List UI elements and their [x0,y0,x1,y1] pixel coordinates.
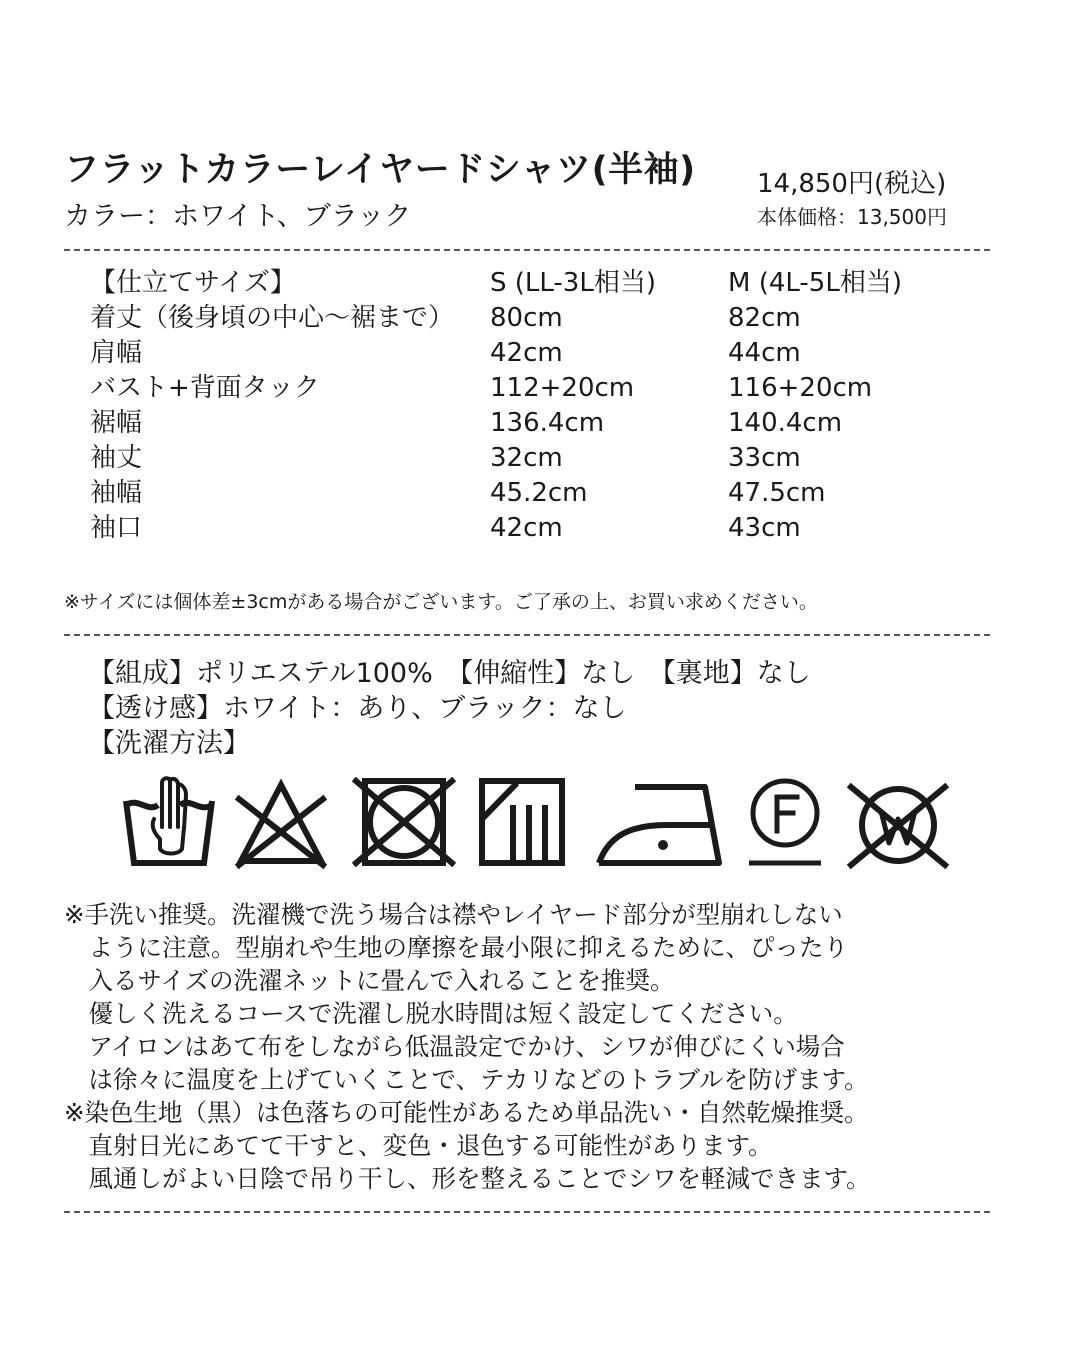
care-note-line: ※手洗い推奨。洗濯機で洗う場合は襟やレイヤード部分が型崩れしない [64,900,843,929]
care-note-line: 風通しがよい日陰で吊り干し、形を整えることでシワを軽減できます。 [64,1164,871,1193]
size-header-s: S (LL-3L相当) [490,268,656,298]
measure-m: 44cm [728,338,801,368]
sheerness-spec: 【透け感】ホワイト：あり、ブラック：なし [88,693,627,724]
product-title: フラットカラーレイヤードシャツ(半袖) [64,150,696,190]
measure-m: 82cm [728,303,801,333]
hand-wash-icon [120,775,218,870]
color-options: カラー：ホワイト、ブラック [64,201,412,232]
no-bleach-icon [233,775,329,870]
measure-s: 32cm [490,443,563,473]
care-note-line: は徐々に温度を上げていくことで、テカリなどのトラブルを防げます。 [64,1065,869,1094]
measure-label: 肩幅 [90,338,143,368]
measure-s: 42cm [490,338,563,368]
care-note-line: アイロンはあて布をしながら低温設定でかけ、シワが伸びにくい場合 [64,1032,845,1061]
divider [64,634,990,636]
size-table [90,266,988,546]
care-note-line: 入るサイズの洗濯ネットに畳んで入れることを推奨。 [64,966,675,995]
measure-m: 33cm [728,443,801,473]
measure-label: 袖丈 [90,443,143,473]
care-note-line: 優しく洗えるコースで洗濯し脱水時間は短く設定してください。 [64,999,798,1028]
care-icons [115,775,955,875]
table-row [90,406,988,441]
table-row [90,441,988,476]
divider [64,1211,990,1213]
measure-label: 袖口 [90,513,143,543]
table-row [90,336,988,371]
measure-label: バスト+背面タック [90,373,320,403]
measure-s: 136.4cm [490,408,605,438]
measure-m: 43cm [728,513,801,543]
measure-m: 140.4cm [728,408,843,438]
measure-s: 80cm [490,303,563,333]
care-heading: 【洗濯方法】 [88,728,250,759]
measure-s: 45.2cm [490,478,588,508]
measure-label: 袖幅 [90,478,143,508]
dry-clean-f-icon [745,775,825,870]
measure-s: 42cm [490,513,563,543]
size-table-header [90,266,988,301]
divider [64,249,990,251]
material-spec: 【組成】ポリエステル100% 【伸縮性】なし 【裏地】なし [88,658,811,689]
measure-label: 裾幅 [90,408,143,438]
no-tumble-dry-icon [352,775,456,870]
size-header-m: M (4L-5L相当) [728,268,902,298]
price: 14,850円(税込) [757,169,947,199]
iron-low-icon [595,775,725,870]
drip-dry-shade-icon [477,775,567,870]
table-row [90,511,988,546]
measure-m: 116+20cm [728,373,873,403]
measure-m: 47.5cm [728,478,826,508]
care-note-line: ように注意。型崩れや生地の摩擦を最小限に抑えるために、ぴったり [64,933,848,962]
no-wet-clean-icon [845,775,951,870]
table-row [90,371,988,406]
care-note-line: ※染色生地（黒）は色落ちの可能性があるため単品洗い・自然乾燥推奨。 [64,1098,869,1127]
base-price: 本体価格：13,500円 [757,205,947,229]
size-header-label: 【仕立てサイズ】 [90,268,296,298]
measure-label: 着丈（後身頃の中心～裾まで） [90,303,455,333]
table-row [90,476,988,511]
size-variance-note: ※サイズには個体差±3cmがある場合がございます。ご了承の上、お買い求めください。 [64,591,818,613]
table-row [90,301,988,336]
care-note-line: 直射日光にあてて干すと、変色・退色する可能性があります。 [64,1131,773,1160]
measure-s: 112+20cm [490,373,635,403]
